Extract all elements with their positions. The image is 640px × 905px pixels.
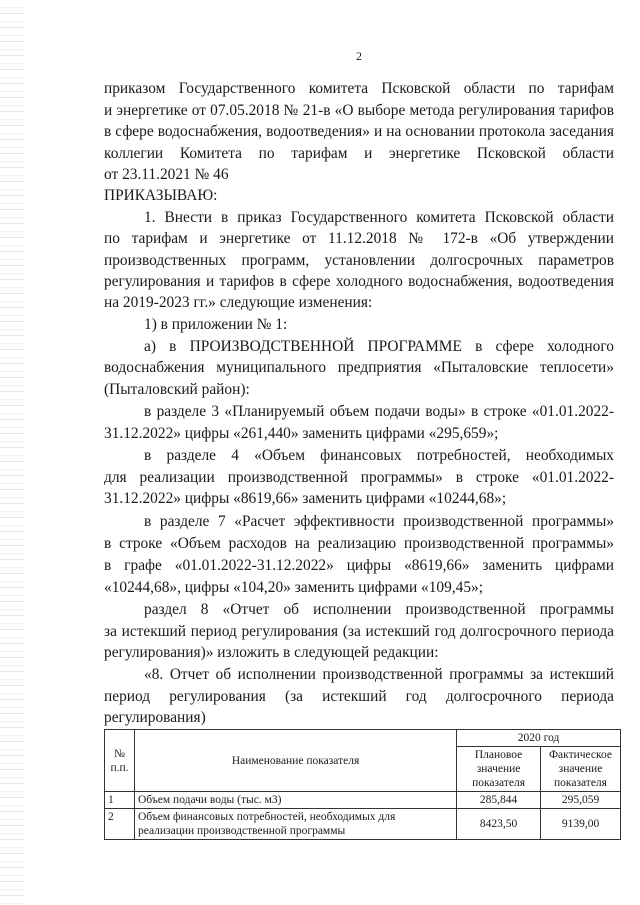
- paragraph-line: в строке «Объем расходов на реализацию производственной программы»: [104, 535, 614, 552]
- paragraph-line: регулирования и тарифов в сфере холодного водоснабжения, водоотведения: [104, 273, 614, 290]
- paragraph-line: регулирования): [104, 709, 206, 726]
- row-name: Объем финансовых потребностей, необходимых для реализации производственной программы: [134, 809, 456, 840]
- header-indicator-name: Наименование показателя: [134, 730, 456, 792]
- paragraph-line: по тарифам и энергетике от 11.12.2018 № 172-в «Об утверждении: [104, 230, 614, 247]
- paragraph-line: в разделе 7 «Расчет эффективности производственной программы»: [144, 513, 614, 530]
- paragraph-line: раздел 8 «Отчет об исполнении производственной программы: [144, 601, 614, 618]
- row-number: 2: [105, 809, 135, 840]
- paragraph-line: а) в ПРОИЗВОДСТВЕННОЙ ПРОГРАММЕ в сфере холодного: [144, 338, 614, 355]
- page-number: 2: [356, 49, 362, 63]
- paragraph-line: от 23.11.2021 № 46: [104, 166, 229, 183]
- scan-binding-edge: [0, 0, 24, 905]
- header-fact: Фактическое значение показателя: [541, 747, 621, 792]
- paragraph-line: на 2019-2023 гг.» следующие изменения:: [104, 294, 373, 311]
- row-plan: 8423,50: [457, 809, 541, 840]
- paragraph-line: в разделе 3 «Планируемый объем подачи воды» в строке «01.01.2022-: [144, 403, 614, 420]
- paragraph-line: за истекший период регулирования (за истекший год долгосрочного периода: [104, 623, 614, 640]
- table-row: [105, 809, 621, 840]
- order-keyword: ПРИКАЗЫВАЮ:: [104, 187, 218, 204]
- table-row: [105, 792, 621, 809]
- paragraph-line: в сфере водоснабжения, водоотведения» и на основании протокола заседания: [104, 123, 614, 140]
- report-table: [104, 729, 621, 840]
- header-number: № п.п.: [105, 730, 135, 792]
- paragraph-line: водоснабжения муниципального предприятия «Пыталовские теплосети»: [104, 359, 614, 376]
- header-year: 2020 год: [457, 730, 621, 747]
- paragraph-line: в разделе 4 «Объем финансовых потребностей, необходимых: [144, 447, 614, 464]
- paragraph-line: «8. Отчет об исполнении производственной программы за истекший: [144, 666, 614, 683]
- row-name: Объем подачи воды (тыс. м3): [134, 792, 456, 809]
- row-fact: 9139,00: [541, 809, 621, 840]
- paragraph-line: 31.12.2022» цифры «261,440» заменить цифрами «295,659»;: [104, 425, 499, 442]
- paragraph-line: 1) в приложении № 1:: [144, 316, 288, 333]
- paragraph-line: «10244,68», цифры «104,20» заменить цифрами «109,45»;: [104, 579, 484, 596]
- paragraph-line: 1. Внести в приказ Государственного комитета Псковской области: [144, 209, 614, 226]
- row-plan: 285,844: [457, 792, 541, 809]
- paragraph-line: период регулирования (за истекший год долгосрочного периода: [104, 688, 614, 705]
- row-number: 1: [105, 792, 135, 809]
- paragraph-line: (Пыталовский район):: [104, 381, 250, 398]
- row-fact: 295,059: [541, 792, 621, 809]
- paragraph-line: производственных программ, установлении долгосрочных параметров: [104, 252, 614, 269]
- header-plan: Плановое значение показателя: [457, 747, 541, 792]
- paragraph-line: регулирования)» изложить в следующей редакции:: [104, 644, 439, 661]
- paragraph-line: для реализации производственной программы» в строке «01.01.2022-: [104, 469, 614, 486]
- paragraph-line: в графе «01.01.2022-31.12.2022» цифры «8619,66» заменить цифрами: [104, 557, 614, 574]
- paragraph-line: и энергетике от 07.05.2018 № 21-в «О выборе метода регулирования тарифов: [104, 102, 614, 119]
- paragraph-line: коллегии Комитета по тарифам и энергетике Псковской области: [104, 145, 614, 162]
- paragraph-line: приказом Государственного комитета Псковской области по тарифам: [104, 80, 614, 97]
- table-header-row: [105, 730, 621, 747]
- paragraph-line: 31.12.2022» цифры «8619,66» заменить цифрами «10244,68»;: [104, 490, 507, 507]
